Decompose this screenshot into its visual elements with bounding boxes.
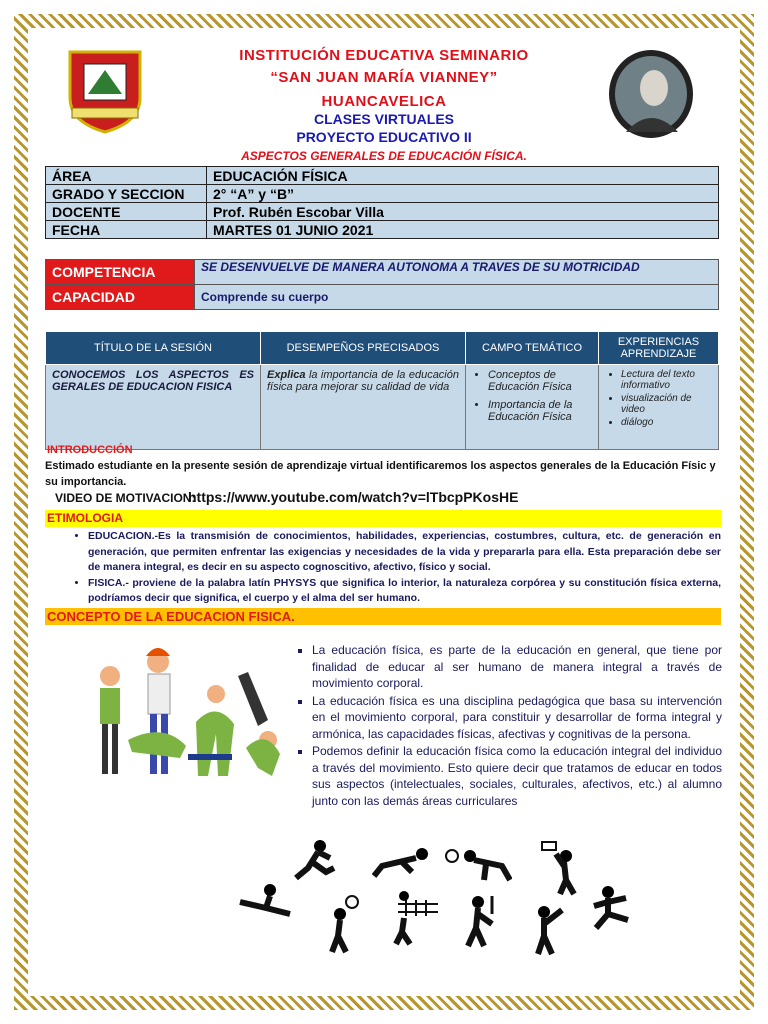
rugby-tackle-icon [462,844,512,884]
session-table [45,331,719,450]
info-table [45,166,719,239]
info-key: DOCENTE [46,203,207,221]
session-header: TÍTULO DE LA SESIÓN [46,332,261,365]
badminton-player-icon [322,894,362,954]
competencia-table [45,259,719,310]
info-value: EDUCACIÓN FÍSICA [207,167,719,185]
desempeno-verb: Explica [267,369,306,381]
concepto-heading: CONCEPTO DE LA EDUCACION FISICA. [45,608,721,625]
etimologia-heading: ETIMOLOGIA [45,510,721,527]
session-header: DESEMPEÑOS PRECISADOS [261,332,466,365]
etimologia-item: • EDUCACION.-Es la transmisión de conocimientos, habilidades, experiencias, costumbres, cultura, etc. de generación en generación, que permiten enfrentar las exigencias y necesidades de la vida y prepararla para ella. Esta preparación debe ser de manera integral, es decir en su aspecto cognoscitivo, afectivo, físico y social. [88,529,721,576]
city-line: HUANCAVELICA [321,93,447,110]
concepto-list [292,642,722,809]
info-key: FECHA [46,221,207,239]
school-saint-line: “SAN JUAN MARÍA VIANNEY” [270,69,498,86]
ball-icon [444,848,460,864]
campo-item: • Importancia de la Educación Física [488,399,592,423]
info-value: 2° “A” y “B” [207,185,719,203]
classes-line: CLASES VIRTUALES [313,111,454,127]
concepto-item: ▪ La educación física es una disciplina pedagógica que basa su intervención en el movimiento corporal, para constituir y desarrollar de forma integral y armónica, las capacidades físicas, afectivas y cognitivas de la persona. [312,693,722,743]
etimologia-list [66,529,721,607]
session-experiencias [599,365,719,450]
capacidad-label: CAPACIDAD [46,285,195,310]
session-title: CONOCEMOS LOS ASPECTOS ES GERALES DE EDUCACION FISICA [46,365,261,450]
etimologia-item: • FISICA.- proviene de la palabra latín PHYSYS que significa lo interior, la naturaleza corpórea y su constitución física externa, podríamos decir que significa, el cuerpo y el alma del ser humano. [88,576,721,607]
experiencia-item: • diálogo [621,417,712,428]
capacidad-value: Comprende su cuerpo [195,285,719,310]
school-crest-icon [66,48,144,134]
info-value: Prof. Rubén Escobar Villa [207,203,719,221]
intro-text: Estimado estudiante en la presente sesión de aprendizaje virtual identificaremos los aspectos generales de la Educación Físic y su importancia. [45,460,716,488]
children-exercising-image [68,636,288,796]
experiencia-item: • visualización de video [621,393,712,415]
session-desempeno [261,365,466,450]
basketball-player-icon [540,840,582,896]
portrait-image [606,48,696,144]
soccer-player-icon [290,838,340,882]
video-link[interactable]: https://www.youtube.com/watch?v=lTbcpPKosHE [188,489,519,505]
golfer-icon [528,904,568,956]
concepto-item: ▪ La educación física, es parte de la educación en general, que tiene por finalidad de educar al ser humano de manera integral a través de movimiento corporal. [312,642,722,692]
gymnast-icon [236,880,296,920]
desempeno-text: la importancia de la educación física para mejorar su calidad de vida [267,369,459,393]
competencia-value: SE DESENVUELVE DE MANERA AUTONOMA A TRAVES DE SU MOTRICIDAD [195,260,719,285]
info-key: ÁREA [46,167,207,185]
info-value: MARTES 01 JUNIO 2021 [207,221,719,239]
video-label: VIDEO DE MOTIVACION: [55,491,196,505]
project-line: PROYECTO EDUCATIVO II [296,129,472,145]
volleyball-dive-icon [372,844,432,880]
hockey-player-icon [458,894,498,956]
document-subtitle: ASPECTOS GENERALES DE EDUCACIÓN FÍSICA. [241,149,527,163]
intro-heading: INTRODUCCIÓN [47,444,133,456]
experiencia-item: • Lectura del texto informativo [621,369,712,391]
campo-item: • Conceptos de Educación Física [488,369,592,393]
school-name-line: INSTITUCIÓN EDUCATIVA SEMINARIO [239,47,529,64]
volleyball-net-icon [392,890,444,946]
concepto-item: ▪ Podemos definir la educación física como la educación integral del individuo a través del movimiento. Esto quiere decir que tratamos de educar en todos sus aspectos (intelectuales, sociales, culturales, afectivos, etc.) al alumno junto con las demás áreas curriculares [312,743,722,809]
competencia-label: COMPETENCIA [46,260,195,285]
info-key: GRADO Y SECCION [46,185,207,203]
session-header: CAMPO TEMÁTICO [466,332,599,365]
session-campo [466,365,599,450]
martial-arts-icon [586,884,636,934]
session-header: EXPERIENCIAS APRENDIZAJE [599,332,719,365]
